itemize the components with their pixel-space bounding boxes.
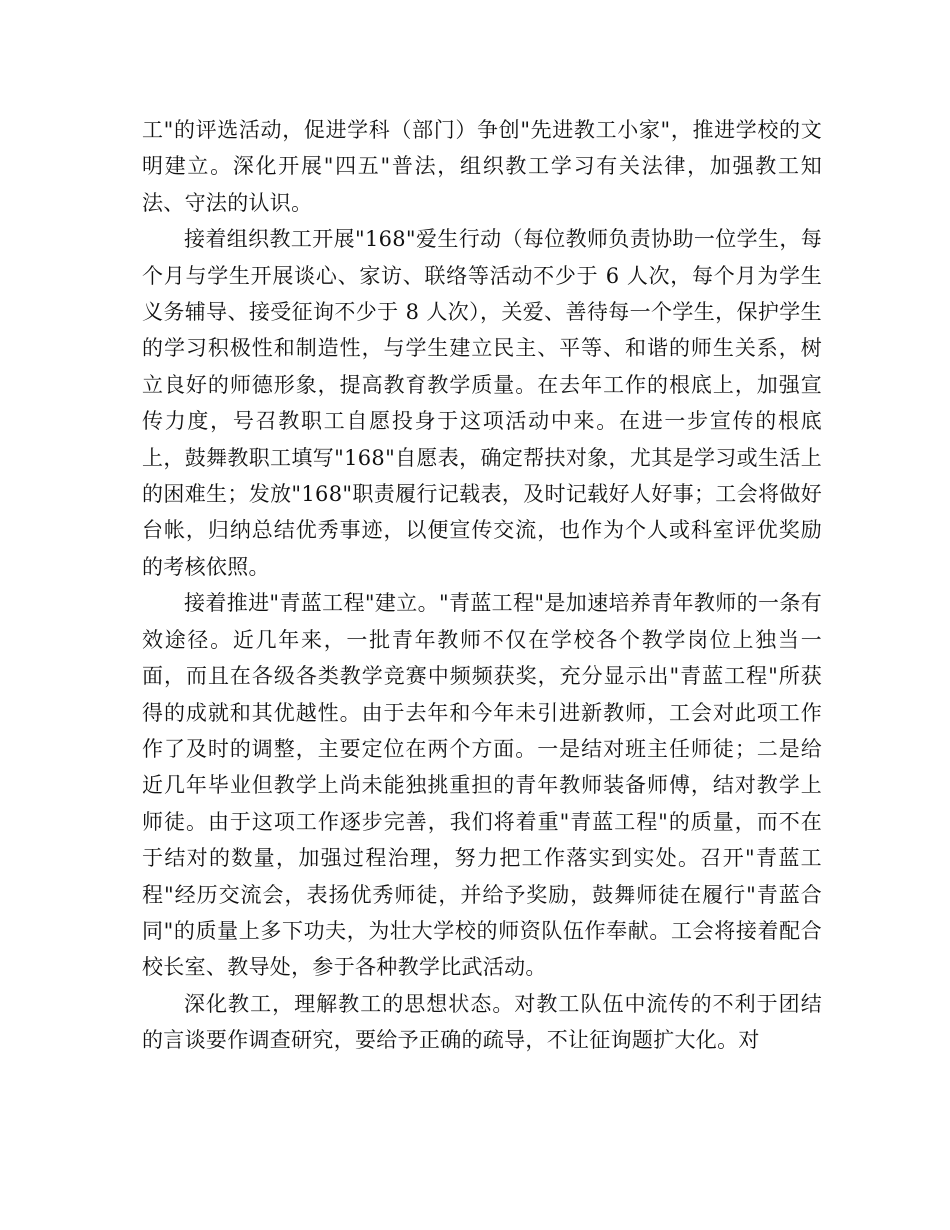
document-page [142, 112, 822, 1059]
paragraph-3: 接着推进"青蓝工程"建立。"青蓝工程"是加速培养青年教师的一条有效途径。近几年来，一批青年教师不仅在学校各个教学岗位上独当一面，而且在各级各类教学竞赛中频频获奖，充分显示出"青蓝工程"所获得的成就和其优越性。由于去年和今年未引进新教师，工会对此项工作作了及时的调整，主要定位在两个方面。一是结对班主任师徒；二是给近几年毕业但教学上尚未能独挑重担的青年教师装备师傅，结对教学上师徒。由于这项工作逐步完善，我们将着重"青蓝工程"的质量，而不在于结对的数量，加强过程治理，努力把工作落实到实处。召开"青蓝工程"经历交流会，表扬优秀师徒，并给予奖励，鼓舞师徒在履行"青蓝合同"的质量上多下功夫，为壮大学校的师资队伍作奉献。工会将接着配合校长室、教导处，参于各种教学比武活动。 [142, 591, 822, 980]
paragraph-2: 接着组织教工开展"168"爱生行动（每位教师负责协助一位学生，每个月与学生开展谈心、家访、联络等活动不少于 6 人次，每个月为学生义务辅导、接受征询不少于 8 人次），关爱、善待每一个学生，保护学生的学习积极性和制造性，与学生建立民主、平等、和谐的师生关系，树立良好的师德形象，提高教育教学质量。在去年工作的根底上，加强宣传力度，号召教职工自愿投身于这项活动中来。在进一步宣传的根底上，鼓舞教职工填写"168"自愿表，确定帮扶对象，尤其是学习或生活上的困难生；发放"168"职责履行记载表，及时记载好人好事；工会将做好台帐，归纳总结优秀事迹，以便宣传交流，也作为个人或科室评优奖励的考核依照。 [142, 227, 822, 579]
paragraph-4: 深化教工，理解教工的思想状态。对教工队伍中流传的不利于团结的言谈要作调查研究，要给予正确的疏导，不让征询题扩大化。对 [142, 991, 822, 1053]
paragraph-1: 工"的评选活动，促进学科（部门）争创"先进教工小家"，推进学校的文明建立。深化开展"四五"普法，组织教工学习有关法律，加强教工知法、守法的认识。 [142, 118, 822, 215]
